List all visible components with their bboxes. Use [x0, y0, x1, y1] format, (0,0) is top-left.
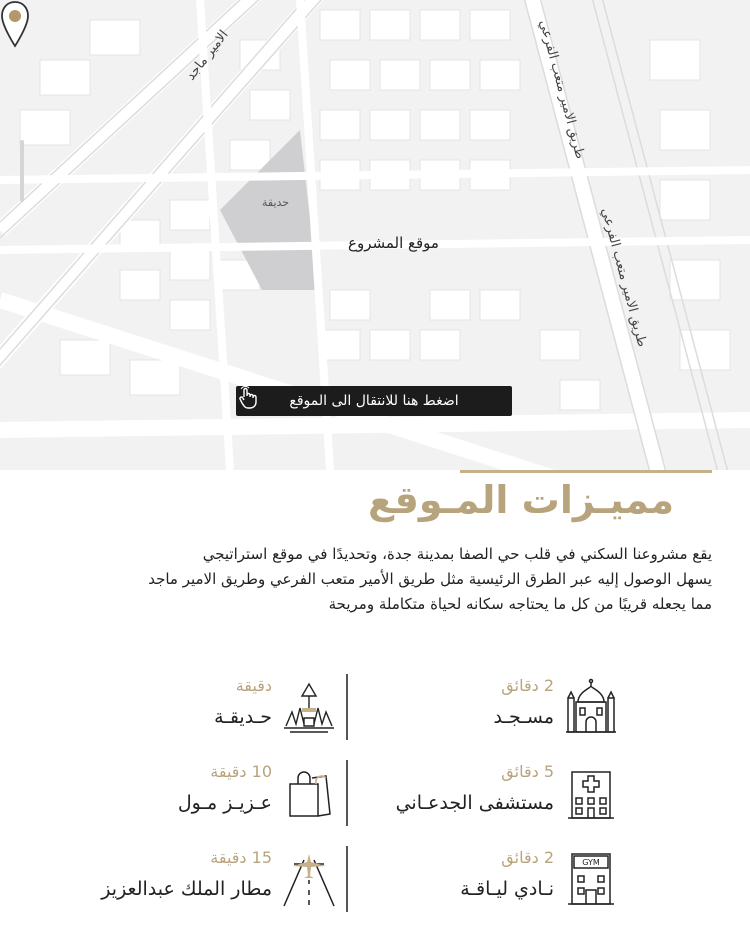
- feature-time: 2 دقائق: [501, 848, 554, 867]
- feature-hospital: [310, 760, 630, 826]
- feature-name: مطار الملك عبدالعزيز: [101, 878, 272, 900]
- feature-time: 5 دقائق: [501, 762, 554, 781]
- feature-name: نـادي ليـاقـة: [460, 878, 554, 900]
- location-map[interactable]: [0, 0, 750, 470]
- description-line: يسهل الوصول إليه عبر الطرق الرئيسية مثل طريق الأمير متعب الفرعي وطريق الامير ماجد: [148, 570, 712, 588]
- feature-mall: [28, 760, 348, 826]
- feature-mosque: [310, 674, 630, 740]
- feature-time: 10 دقيقة: [210, 762, 272, 781]
- title-accent-line: [460, 470, 712, 473]
- pointer-hand-icon: [236, 386, 260, 410]
- road-label-muteb-1: طريق الامير متعب الفرعي: [535, 18, 588, 161]
- shopping-bag-icon: [282, 764, 336, 822]
- feature-name: مسـجـد: [493, 706, 554, 728]
- road-label-muteb-2: طريق الامير متعب الفرعي: [597, 206, 650, 349]
- feature-divider: [346, 760, 348, 826]
- map-scrollbar[interactable]: [20, 140, 24, 202]
- description-line: يقع مشروعنا السكني في قلب حي الصفا بمدينة جدة، وتحديدًا في موقع استراتيجي: [202, 545, 712, 563]
- location-pin-icon[interactable]: [0, 0, 30, 50]
- feature-time: دقيقة: [235, 676, 272, 695]
- feature-park: [28, 674, 348, 740]
- road-label-prince-majed: الامير ماجد: [183, 27, 232, 84]
- feature-name: حـديقـة: [214, 706, 272, 728]
- cta-label: اضغط هنا للانتقال الى الموقع: [289, 393, 459, 409]
- feature-time: 2 دقائق: [501, 676, 554, 695]
- hospital-icon: [564, 764, 618, 822]
- description-line: مما يجعله قريبًا من كل ما يحتاجه سكانه لحياة متكاملة ومريحة: [328, 595, 712, 613]
- gym-icon: [564, 850, 618, 908]
- park-icon: [282, 678, 336, 736]
- feature-time: 15 دقيقة: [210, 848, 272, 867]
- section-title: مميـزات المـوقع: [367, 478, 674, 522]
- park-label: حديقة: [262, 196, 290, 209]
- go-to-location-button[interactable]: [236, 386, 512, 416]
- feature-name: مستشفى الجدعـاني: [395, 792, 554, 814]
- feature-divider: [346, 674, 348, 740]
- project-location-label: موقع المشروع: [348, 234, 439, 252]
- airport-icon: [282, 850, 336, 908]
- feature-gym: [310, 846, 630, 912]
- mosque-icon: [564, 678, 618, 736]
- feature-divider: [346, 846, 348, 912]
- svg-text:GYM: GYM: [582, 858, 600, 867]
- feature-name: عـزيـز مـول: [177, 792, 272, 814]
- feature-airport: [28, 846, 348, 912]
- location-description: [32, 542, 712, 617]
